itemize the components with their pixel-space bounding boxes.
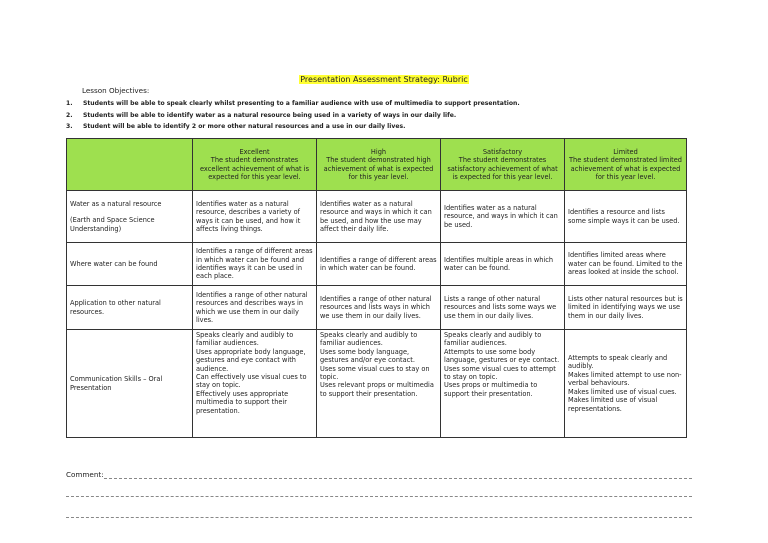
objective-item: 2. Students will be able to identify water as a natural resource being used in a variety of ways in our daily life. (66, 111, 457, 119)
rubric-cell: Identifies multiple areas in which water can be found. (441, 243, 565, 286)
comment-label: Comment: (66, 470, 104, 479)
header-row (67, 139, 687, 191)
rubric-cell: Identifies limited areas where water can be found. Limited to the areas looked at inside the school. (565, 243, 687, 286)
rubric-cell: Speaks clearly and audibly to familiar audiences. Uses some body language, gestures and/or eye contact. Uses some visual cues to stay on topic. Uses relevant props or multimedia to support their presentation. (317, 330, 441, 438)
rubric-cell: Lists a range of other natural resources and lists some ways we use them in our daily lives. (441, 286, 565, 330)
objectives-heading: Lesson Objectives: (82, 86, 150, 95)
rubric-table (66, 138, 687, 438)
comment-line (66, 516, 692, 518)
comment-line (66, 495, 692, 497)
level-header-satisfactory: Satisfactory The student demonstrates satisfactory achievement of what is expected for this year level. (441, 139, 565, 191)
comment-line (104, 477, 692, 479)
criterion-cell: Where water can be found (67, 243, 193, 286)
table-row (67, 286, 687, 330)
objective-item: 1. Students will be able to speak clearly whilst presenting to a familiar audience with use of multimedia to support presentation. (66, 100, 520, 107)
criterion-cell: Communication Skills – Oral Presentation (67, 330, 193, 438)
rubric-cell: Identifies a range of other natural resources and lists ways in which we use them in our daily lives. (317, 286, 441, 330)
level-header-high: High The student demonstrated high achievement of what is expected for this year level. (317, 139, 441, 191)
rubric-title: Presentation Assessment Strategy: Rubric (300, 75, 468, 84)
objective-item: 3. Student will be able to identify 2 or more other natural resources and a use in our daily lives. (66, 123, 406, 130)
criterion-cell: Application to other natural resources. (67, 286, 193, 330)
objectives-list (66, 98, 520, 133)
table-row (67, 191, 687, 243)
rubric-cell: Identifies a range of different areas in which water can be found and identifies ways it can be used in each place. (193, 243, 317, 286)
rubric-cell: Attempts to speak clearly and audibly. Makes limited attempt to use non-verbal behaviours. Makes limited use of visual cues. Makes limited use of visual representations. (565, 330, 687, 438)
rubric-cell: Identifies a range of different areas in which water can be found. (317, 243, 441, 286)
rubric-cell: Speaks clearly and audibly to familiar audiences. Attempts to use some body language, gestures or eye contact. Uses some visual cues to attempt to stay on topic. Uses props or multimedia to support their presentation. (441, 330, 565, 438)
rubric-cell: Identifies water as a natural resource, describes a variety of ways it can be used, and how it affects living things. (193, 191, 317, 243)
criterion-cell: Water as a natural resource (Earth and Space Science Understanding) (67, 191, 193, 243)
table-row (67, 243, 687, 286)
rubric-cell: Identifies water as a natural resource, and ways in which it can be used. (441, 191, 565, 243)
table-row (67, 330, 687, 438)
level-header-limited: Limited The student demonstrated limited achievement of what is expected for this year level. (565, 139, 687, 191)
rubric-cell: Identifies a range of other natural resources and describes ways in which we use them in our daily lives. (193, 286, 317, 330)
level-header-excellent: Excellent The student demonstrates excellent achievement of what is expected for this year level. (193, 139, 317, 191)
rubric-cell: Identifies a resource and lists some simple ways it can be used. (565, 191, 687, 243)
rubric-cell: Lists other natural resources but is limited in identifying ways we use them in our daily lives. (565, 286, 687, 330)
rubric-cell: Speaks clearly and audibly to familiar audiences. Uses appropriate body language, gestures and eye contact with audience. Can effectively use visual cues to stay on topic. Effectively uses appropriate multimedia to support their presentation. (193, 330, 317, 438)
criteria-header (67, 139, 193, 191)
rubric-cell: Identifies water as a natural resource and ways in which it can be used, and how the use may affect their daily life. (317, 191, 441, 243)
